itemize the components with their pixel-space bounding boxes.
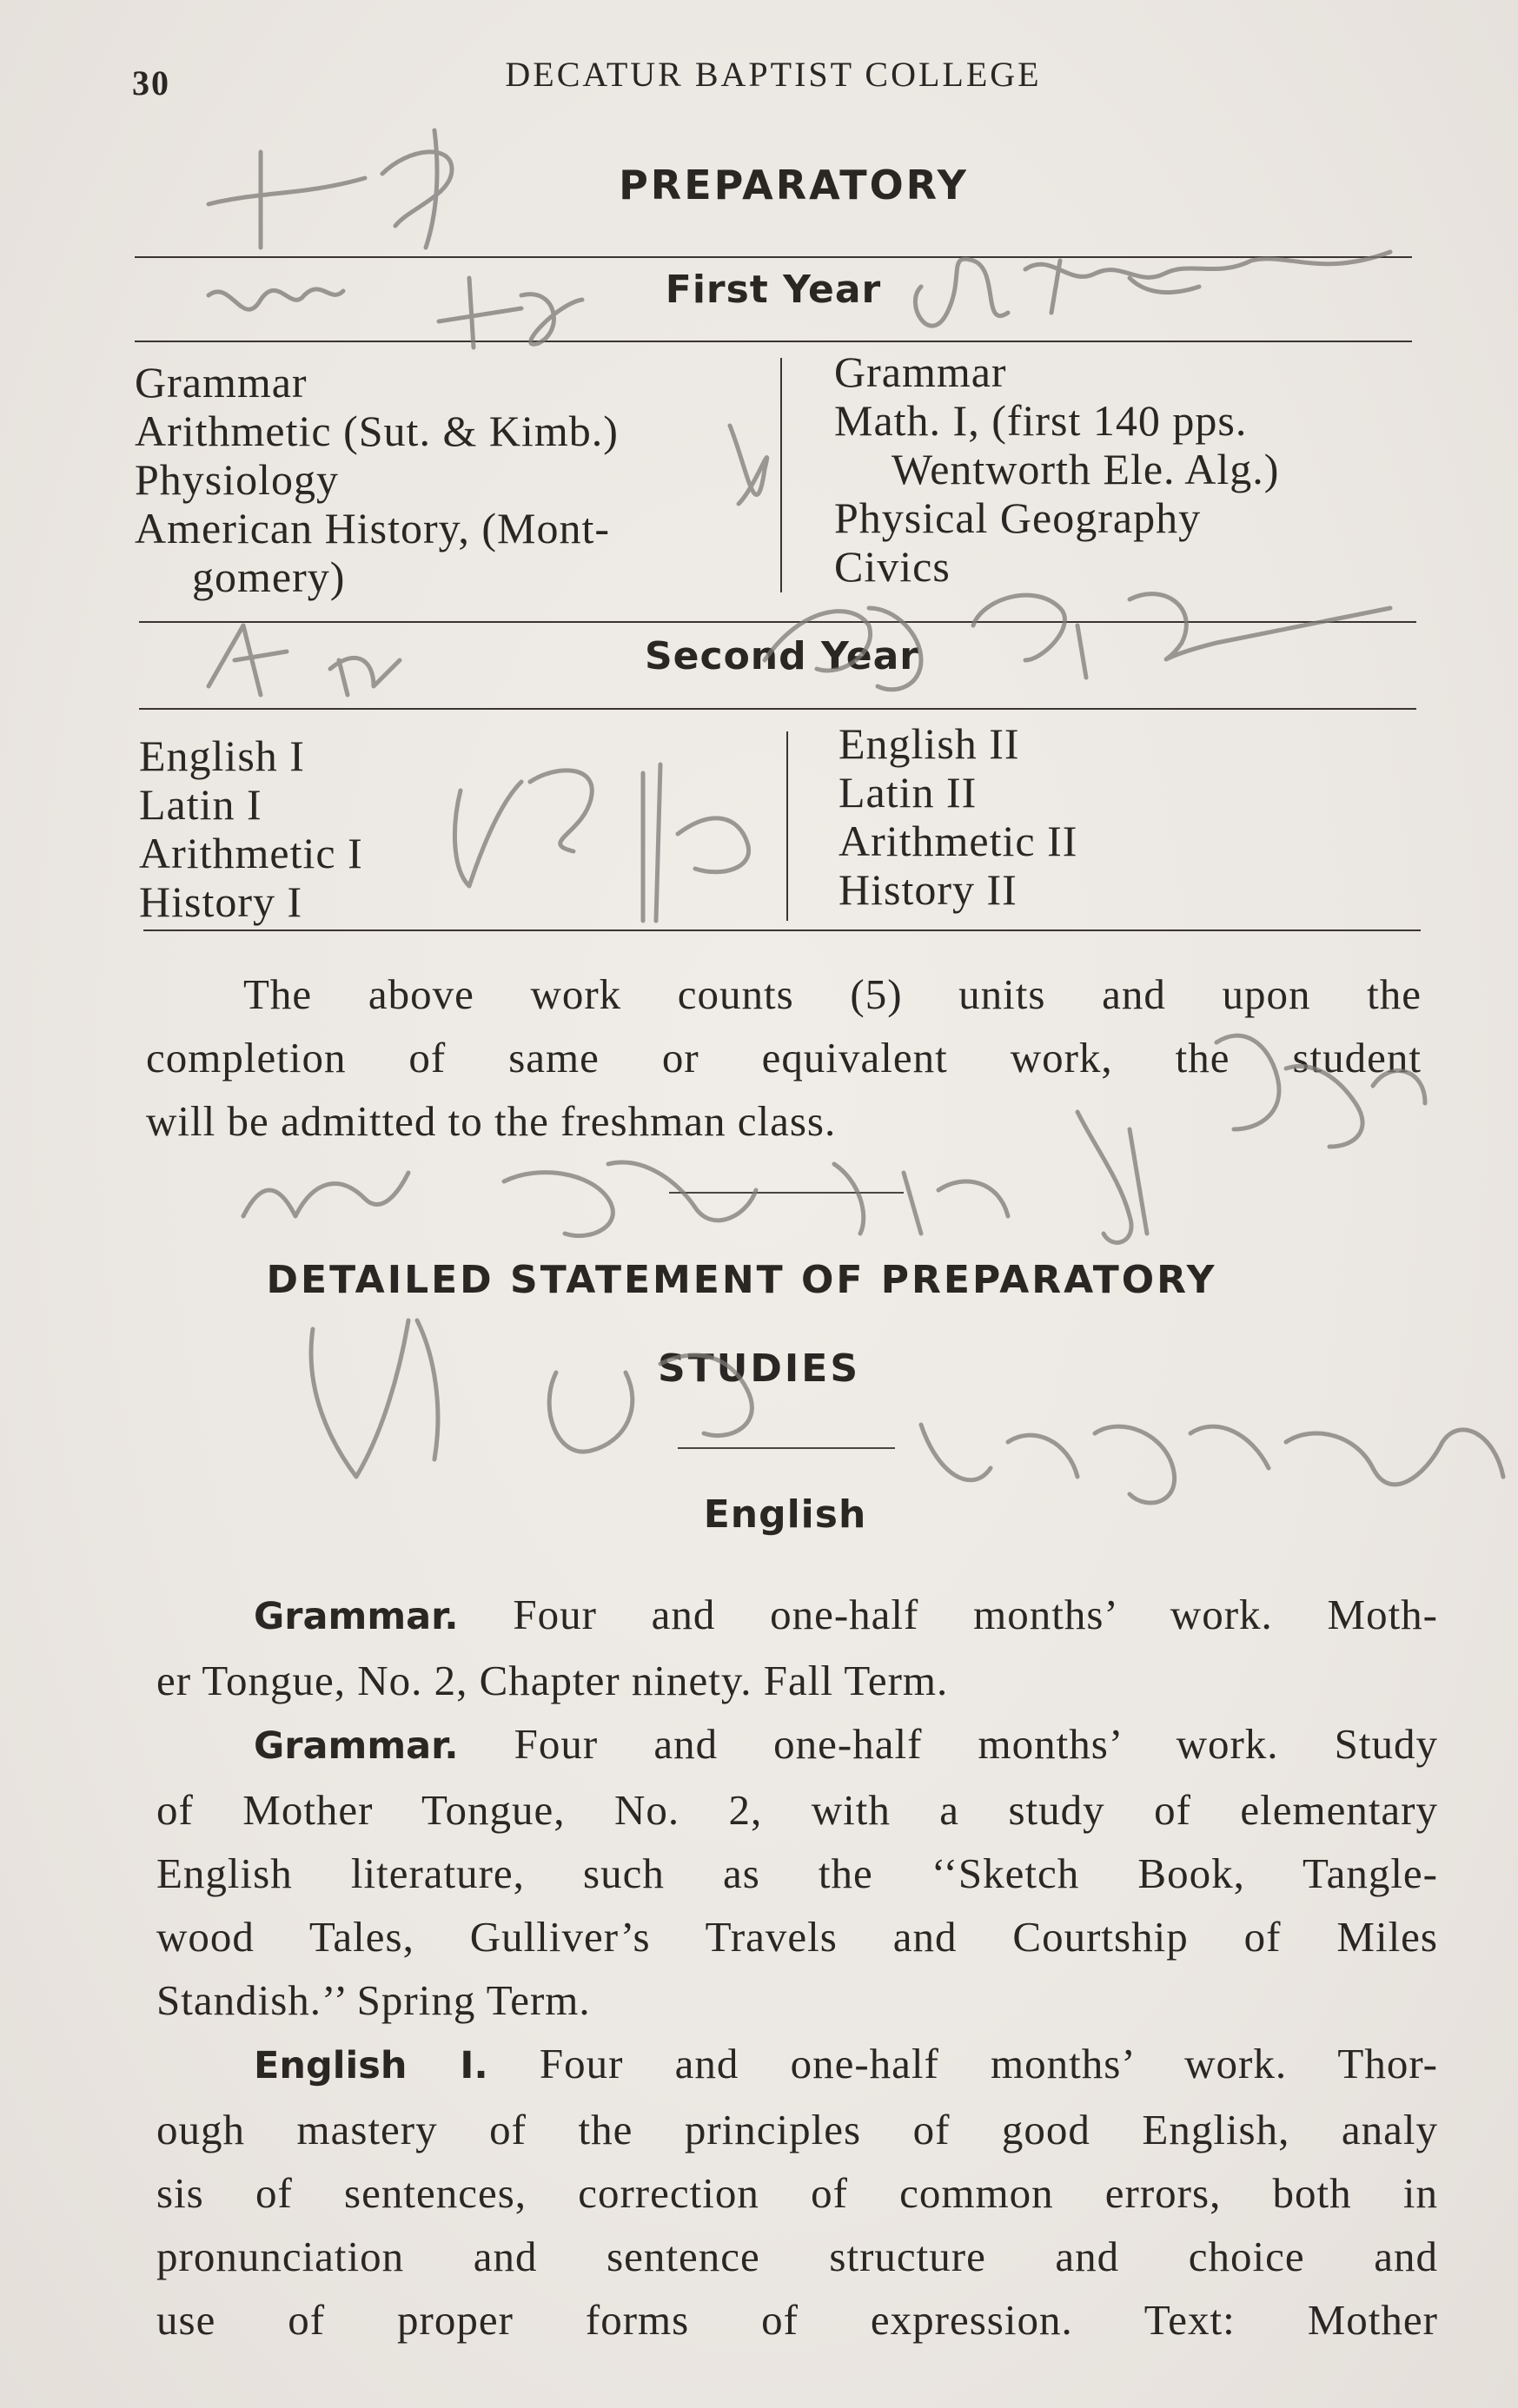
paragraph-line: completion of same or equivalent work, the student: [146, 1034, 1422, 1082]
course-item: Grammar: [834, 347, 1007, 396]
course-item: Latin II: [839, 768, 978, 817]
paragraph-line: er Tongue, No. 2, Chapter ninety. Fall Term.: [156, 1657, 949, 1704]
course-item: English II: [839, 719, 1020, 768]
course-entry: [156, 1583, 1438, 1712]
course-text: Four and one-half months’ work. Study: [514, 1720, 1439, 1768]
subject-heading: English: [703, 1492, 867, 1537]
course-item: Physical Geography: [834, 493, 1202, 542]
course-text: Four and one-half months’ work. Moth-: [513, 1591, 1439, 1638]
section-separator: [669, 1192, 904, 1194]
second-year-left-column: [139, 731, 363, 926]
first-year-left-column: [135, 358, 619, 601]
column-divider: [786, 731, 788, 921]
course-name: Grammar.: [254, 1595, 459, 1638]
course-name: Grammar.: [254, 1724, 459, 1768]
course-description-list: [156, 1583, 1438, 2352]
course-entry: [156, 2032, 1438, 2352]
paragraph-line: [156, 2032, 1438, 2098]
first-year-right-column: [834, 347, 1279, 591]
paragraph-line: of Mother Tongue, No. 2, with a study of elementary: [156, 1786, 1438, 1834]
section-title: PREPARATORY: [619, 162, 969, 208]
second-year-top-rule: [139, 621, 1416, 623]
paragraph-line: will be admitted to the freshman class.: [146, 1097, 837, 1145]
paragraph-line: sis of sentences, correction of common errors, both in: [156, 2169, 1438, 2217]
detailed-heading-line2: STUDIES: [657, 1346, 861, 1391]
running-head: DECATUR BAPTIST COLLEGE: [505, 55, 1042, 94]
course-item: Math. I, (first 140 pps.: [834, 396, 1248, 445]
course-item: English I: [139, 731, 305, 780]
first-year-label: First Year: [665, 268, 882, 312]
course-item-continuation: gomery): [192, 552, 346, 601]
course-text: Four and one-half months’ work. Thor-: [539, 2040, 1438, 2087]
course-item: Physiology: [135, 455, 340, 504]
paragraph-line: Standish.’’ Spring Term.: [156, 1976, 591, 2024]
paragraph-line: [156, 1583, 1438, 1649]
paragraph-line: use of proper forms of expression. Text: Mother: [156, 2296, 1438, 2344]
first-year-bottom-rule: [135, 341, 1412, 342]
paragraph-line: The above work counts (5) units and upon the: [243, 970, 1422, 1018]
detailed-heading-line1: DETAILED STATEMENT OF PREPARATORY: [266, 1258, 1217, 1302]
course-name: English I.: [254, 2044, 488, 2087]
paragraph-line: wood Tales, Gulliver’s Travels and Courtship of Miles: [156, 1913, 1438, 1961]
paragraph-line: [156, 1712, 1438, 1778]
paragraph-line: ough mastery of the principles of good English, analy: [156, 2106, 1438, 2153]
course-item: Arithmetic (Sut. & Kimb.): [135, 407, 619, 455]
course-item: Arithmetic II: [839, 817, 1078, 865]
course-item: Latin I: [139, 780, 262, 829]
second-year-end-rule: [143, 929, 1421, 931]
course-entry: [156, 1712, 1438, 2032]
course-item: History I: [139, 877, 303, 926]
first-year-top-rule: [135, 256, 1412, 258]
course-item-continuation: Wentworth Ele. Alg.): [892, 445, 1280, 493]
units-note-paragraph: [146, 963, 1422, 1153]
second-year-label: Second Year: [644, 634, 920, 678]
course-item: Grammar: [135, 358, 308, 407]
column-divider: [780, 358, 782, 592]
course-item: Civics: [834, 542, 951, 591]
course-item: Arithmetic I: [139, 829, 363, 877]
paragraph-line: pronunciation and sentence structure and choice and: [156, 2233, 1438, 2280]
course-item: History II: [839, 865, 1018, 914]
heading-separator: [678, 1447, 895, 1449]
second-year-right-column: [839, 719, 1077, 914]
second-year-bottom-rule: [139, 708, 1416, 710]
paragraph-line: English literature, such as the ‘‘Sketch Book, Tangle-: [156, 1849, 1438, 1897]
page-number: 30: [132, 63, 170, 103]
course-item: American History, (Mont-: [135, 504, 611, 552]
